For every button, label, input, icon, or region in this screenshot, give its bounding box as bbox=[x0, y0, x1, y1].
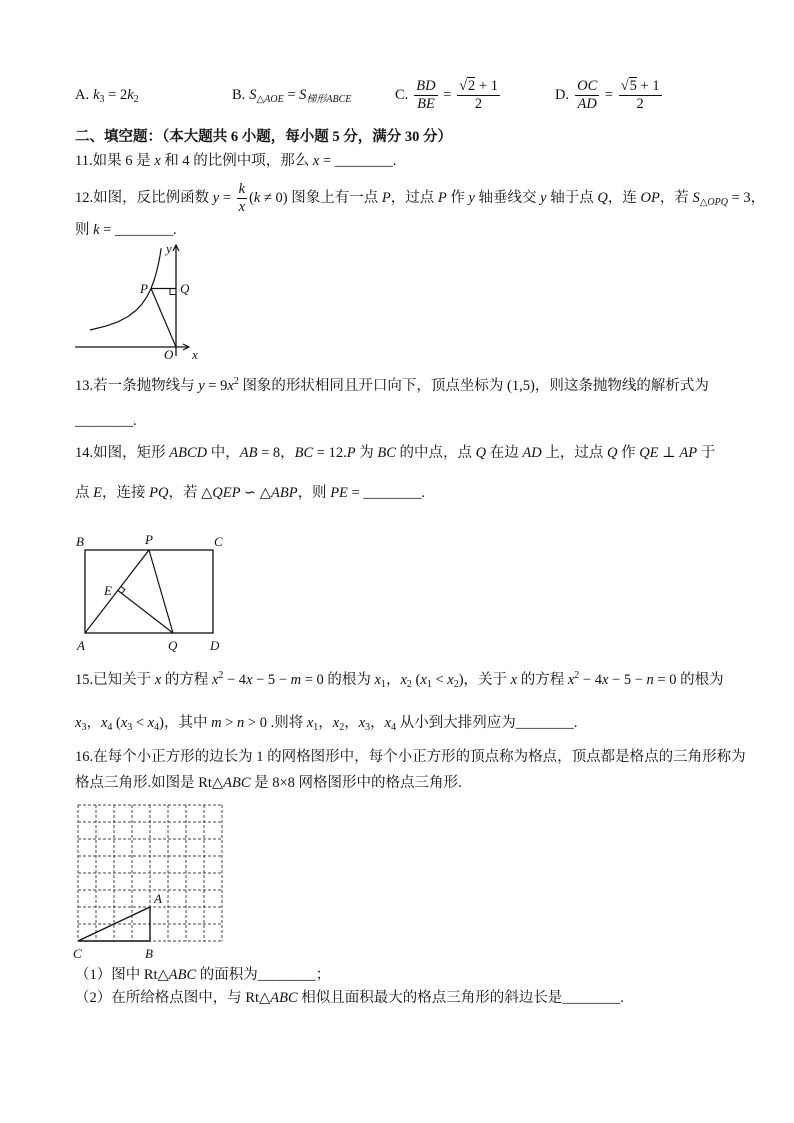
text: + 1 bbox=[475, 78, 498, 95]
variable: x bbox=[567, 672, 575, 688]
text: − 5 − bbox=[252, 672, 291, 688]
text: ，若 bbox=[659, 190, 693, 206]
fraction-denominator: AD bbox=[577, 96, 597, 113]
text: ， bbox=[385, 672, 401, 688]
subscript: 梯形ABCE bbox=[306, 94, 352, 105]
variable: BC bbox=[377, 445, 396, 461]
text: − 4 bbox=[223, 672, 247, 688]
variable: Q bbox=[475, 445, 487, 461]
q16-sub-1 bbox=[75, 965, 330, 985]
variable: x bbox=[154, 153, 161, 169]
text: . bbox=[573, 715, 578, 731]
subscript: 2 bbox=[453, 679, 459, 690]
text: = 8， bbox=[257, 445, 295, 461]
variable: x bbox=[358, 715, 366, 731]
label-p: P bbox=[140, 281, 148, 296]
section-title: 二、填空题：（本大题共 6 小题，每小题 5 分，满分 30 分） bbox=[75, 129, 452, 145]
subscript: 1 bbox=[426, 679, 432, 690]
variable: x bbox=[384, 715, 392, 731]
answer-blank: ________ bbox=[115, 222, 173, 238]
text: 的中点，点 bbox=[395, 445, 476, 461]
fraction-numerator: BD bbox=[416, 78, 436, 95]
text: 的方程 bbox=[517, 672, 568, 688]
answer-blank: ________ bbox=[515, 715, 574, 731]
q16-line-1 bbox=[75, 747, 746, 767]
variable: x bbox=[75, 715, 82, 731]
superscript: 2 bbox=[574, 670, 580, 681]
subscript: 2 bbox=[133, 94, 139, 105]
subscript: △OPQ bbox=[699, 197, 728, 208]
variable: PE bbox=[330, 485, 348, 501]
text: ( bbox=[411, 672, 421, 688]
choice-label: B. bbox=[232, 87, 246, 103]
variable: E bbox=[93, 485, 102, 501]
text: 相似且面积最大的格点三角形的斜边长是 bbox=[297, 990, 563, 1006]
variable: S bbox=[249, 87, 257, 103]
choice-b bbox=[232, 76, 351, 114]
label-c: C bbox=[214, 534, 223, 549]
subscript: 4 bbox=[107, 722, 113, 733]
label-y-axis: y bbox=[166, 241, 172, 256]
fraction-denominator: BE bbox=[417, 96, 435, 113]
fraction-numerator bbox=[619, 78, 662, 96]
variable: x bbox=[100, 715, 108, 731]
fraction-denominator: 2 bbox=[636, 96, 644, 113]
q12-line-1 bbox=[75, 179, 765, 217]
label-b: B bbox=[145, 946, 153, 961]
subscript: 3 bbox=[365, 722, 371, 733]
variable: x bbox=[227, 378, 234, 394]
text: 格点三角形.如图是 Rt△ bbox=[75, 775, 224, 791]
choice-label: D. bbox=[555, 87, 570, 103]
variable: x bbox=[447, 672, 454, 688]
text: 从小到大排列应为 bbox=[396, 715, 516, 731]
text: 和 4 的比例中项，那么 bbox=[160, 153, 313, 169]
fraction-numerator: OC bbox=[577, 78, 598, 95]
variable: x bbox=[420, 672, 427, 688]
variable: x bbox=[332, 715, 340, 731]
fraction bbox=[575, 78, 599, 113]
superscript: 2 bbox=[218, 670, 224, 681]
variable: x bbox=[312, 153, 320, 169]
q13-line-2 bbox=[75, 411, 137, 431]
rectangle-figure bbox=[70, 525, 230, 660]
fraction bbox=[457, 78, 500, 113]
text: = bbox=[283, 87, 300, 103]
subscript: 3 bbox=[99, 94, 105, 105]
label-e: E bbox=[104, 583, 112, 598]
text: ， bbox=[370, 715, 385, 731]
text: ， bbox=[86, 715, 101, 731]
variable: y bbox=[198, 378, 205, 394]
answer-blank: ________ bbox=[334, 153, 393, 169]
text: − 5 − bbox=[608, 672, 647, 688]
subscript: 4 bbox=[391, 722, 397, 733]
text: ，若 △ bbox=[168, 485, 213, 501]
text: 作 bbox=[446, 190, 469, 206]
text: 中， bbox=[207, 445, 240, 461]
subscript: 4 bbox=[154, 722, 160, 733]
text: 作 bbox=[617, 445, 640, 461]
text: ， bbox=[318, 715, 333, 731]
text: = bbox=[601, 87, 617, 103]
choice-label: C. bbox=[395, 87, 409, 103]
text: = bbox=[347, 485, 364, 501]
segment-qe bbox=[118, 590, 173, 633]
right-angle-mark bbox=[121, 586, 125, 593]
subscript: 1 bbox=[380, 679, 386, 690]
text: （2）在所给格点图中，与 Rt△ bbox=[75, 990, 271, 1006]
variable: y bbox=[212, 190, 220, 206]
superscript: 2 bbox=[233, 376, 239, 387]
label-o: O bbox=[164, 347, 174, 362]
text: 13.若一条抛物线与 bbox=[75, 378, 199, 394]
segment-ap bbox=[85, 550, 149, 633]
text: 在边 bbox=[486, 445, 523, 461]
answer-blank: ________ bbox=[562, 990, 621, 1006]
label-p: P bbox=[145, 532, 153, 547]
text: 16.在每个小正方形的边长为 1 的网格图形中，每个小正方形的顶点称为格点，顶点都是格点的三角形称为 bbox=[75, 749, 746, 765]
text: 的方程 bbox=[161, 672, 212, 688]
text: ； bbox=[315, 967, 331, 983]
variable: x bbox=[120, 715, 128, 731]
text: 上，过点 bbox=[541, 445, 607, 461]
variable: QE bbox=[639, 445, 659, 461]
variable: P bbox=[346, 445, 356, 461]
text: ∽ △ bbox=[240, 485, 271, 501]
variable: m bbox=[211, 715, 222, 731]
variable: x bbox=[510, 672, 518, 688]
variable: ABC bbox=[270, 990, 298, 1006]
text: 12.如图，反比例函数 bbox=[75, 190, 213, 206]
label-c: C bbox=[73, 946, 82, 961]
variable: AP bbox=[679, 445, 698, 461]
text: > bbox=[221, 715, 238, 731]
variable: P bbox=[381, 190, 391, 206]
sqrt-sign: √ bbox=[459, 78, 468, 95]
subscript: △AOE bbox=[256, 94, 284, 105]
variable: AB bbox=[239, 445, 258, 461]
text: 为 bbox=[355, 445, 378, 461]
text: . bbox=[421, 485, 425, 501]
text: )，其中 bbox=[159, 715, 212, 731]
text: 的面积为 bbox=[196, 967, 258, 983]
variable: k bbox=[253, 190, 261, 206]
variable: AD bbox=[522, 445, 542, 461]
variable: P bbox=[437, 190, 447, 206]
text: )，关于 bbox=[458, 672, 511, 688]
label-a: A bbox=[154, 891, 162, 906]
variable: BC bbox=[294, 445, 314, 461]
fraction-numerator bbox=[457, 78, 500, 96]
variable: n bbox=[646, 672, 654, 688]
variable: x bbox=[374, 672, 381, 688]
choice-a bbox=[75, 76, 139, 114]
variable: k bbox=[93, 222, 100, 238]
text: = 12. bbox=[313, 445, 347, 461]
subscript: 2 bbox=[406, 679, 412, 690]
q15-line-1 bbox=[75, 670, 724, 690]
text: . bbox=[173, 222, 177, 238]
text: ( bbox=[112, 715, 121, 731]
text: ≠ 0) 图象上有一点 bbox=[260, 190, 382, 206]
label-q: Q bbox=[168, 638, 178, 653]
variable: x bbox=[400, 672, 407, 688]
label-q: Q bbox=[180, 281, 190, 296]
q14-line-2 bbox=[75, 483, 425, 503]
variable: m bbox=[290, 672, 302, 688]
text: 则 bbox=[75, 222, 94, 238]
variable: ABP bbox=[270, 485, 298, 501]
text: = 0 的根为 bbox=[653, 672, 724, 688]
radicand: 2 bbox=[468, 78, 476, 95]
fraction-denominator: 2 bbox=[474, 96, 483, 113]
text: ( bbox=[249, 190, 254, 206]
text: ⊥ bbox=[658, 445, 680, 461]
grid-figure bbox=[70, 798, 235, 964]
text: ，则 bbox=[297, 485, 331, 501]
variable: k bbox=[127, 87, 134, 103]
text: （1）图中 Rt△ bbox=[75, 967, 169, 983]
subscript: 3 bbox=[81, 722, 87, 733]
text: 11.如果 6 是 bbox=[75, 153, 155, 169]
variable: x bbox=[147, 715, 155, 731]
text: = bbox=[99, 222, 115, 238]
text: 图象的形状相同且开口向下，顶点坐标为 (1,5)，则这条抛物线的解析式为 bbox=[238, 378, 709, 394]
variable: k bbox=[93, 87, 100, 103]
variable: x bbox=[601, 672, 609, 688]
variable: ABCD bbox=[169, 445, 208, 461]
text: + 1 bbox=[636, 78, 660, 95]
variable: n bbox=[237, 715, 245, 731]
right-angle-mark bbox=[170, 289, 176, 295]
variable: y bbox=[468, 190, 475, 206]
text: 15.已知关于 bbox=[75, 672, 155, 688]
sqrt-sign: √ bbox=[620, 78, 629, 95]
segment-po bbox=[151, 289, 176, 348]
q11-line bbox=[75, 151, 396, 171]
fraction bbox=[619, 78, 662, 113]
text: . bbox=[620, 990, 624, 1006]
variable: x bbox=[246, 672, 253, 688]
text: = 9 bbox=[204, 378, 228, 394]
fraction bbox=[414, 78, 437, 113]
text: ，过点 bbox=[390, 190, 438, 206]
text: = 3， bbox=[727, 190, 766, 206]
choice-c bbox=[395, 76, 502, 114]
fraction-denominator: x bbox=[238, 199, 246, 216]
text: = 2 bbox=[104, 87, 128, 103]
variable: OP bbox=[640, 190, 660, 206]
q15-line-2 bbox=[75, 713, 577, 733]
text: 轴垂线交 bbox=[474, 190, 541, 206]
variable: x bbox=[211, 672, 219, 688]
text: < bbox=[132, 715, 148, 731]
variable: ABC bbox=[223, 775, 251, 791]
variable: S bbox=[692, 190, 700, 206]
subscript: 2 bbox=[339, 722, 345, 733]
variable: S bbox=[299, 87, 307, 103]
fraction bbox=[237, 181, 247, 216]
variable: ABC bbox=[168, 967, 197, 983]
text: 轴于点 bbox=[546, 190, 598, 206]
label-d: D bbox=[210, 638, 220, 653]
text: 于 bbox=[697, 445, 716, 461]
q16-sub-2 bbox=[75, 988, 624, 1008]
choice-d bbox=[555, 76, 664, 114]
text: 点 bbox=[75, 485, 94, 501]
text: ，连 bbox=[607, 190, 641, 206]
label-x-axis: x bbox=[192, 347, 198, 362]
variable: Q bbox=[606, 445, 618, 461]
variable: x bbox=[154, 672, 162, 688]
variable: QEP bbox=[212, 485, 241, 501]
variable: Q bbox=[597, 190, 608, 206]
variable: y bbox=[540, 190, 547, 206]
inverse-function-graph bbox=[70, 240, 205, 362]
text: = bbox=[319, 153, 335, 169]
q13-line-1 bbox=[75, 376, 709, 396]
subscript: 3 bbox=[127, 722, 133, 733]
variable: x bbox=[306, 715, 314, 731]
radicand: 5 bbox=[629, 78, 637, 95]
q16-line-2 bbox=[75, 773, 462, 793]
q12-line-2 bbox=[75, 220, 177, 240]
hyperbola-curve bbox=[90, 248, 161, 330]
text: 是 8×8 网格图形中的格点三角形. bbox=[250, 775, 462, 791]
choice-label: A. bbox=[75, 87, 90, 103]
label-b: B bbox=[76, 534, 84, 549]
text: < bbox=[431, 672, 448, 688]
text: . bbox=[133, 413, 137, 429]
answer-blank: ________ bbox=[75, 413, 133, 429]
answer-blank: ________ bbox=[363, 485, 422, 501]
q14-line-1 bbox=[75, 443, 715, 463]
text: ，连接 bbox=[101, 485, 150, 501]
subscript: 1 bbox=[313, 722, 319, 733]
variable: PQ bbox=[149, 485, 169, 501]
text: . bbox=[392, 153, 397, 169]
text: > 0 .则将 bbox=[244, 715, 307, 731]
text: = 0 的根为 bbox=[301, 672, 375, 688]
text: = bbox=[439, 87, 456, 103]
answer-blank: ________ bbox=[257, 967, 316, 983]
text: 14.如图，矩形 bbox=[75, 445, 170, 461]
text: = bbox=[219, 190, 235, 206]
fraction-numerator: k bbox=[238, 181, 246, 198]
text: − 4 bbox=[579, 672, 602, 688]
segment-pq bbox=[149, 550, 173, 633]
text: ， bbox=[344, 715, 359, 731]
label-a: A bbox=[77, 638, 85, 653]
